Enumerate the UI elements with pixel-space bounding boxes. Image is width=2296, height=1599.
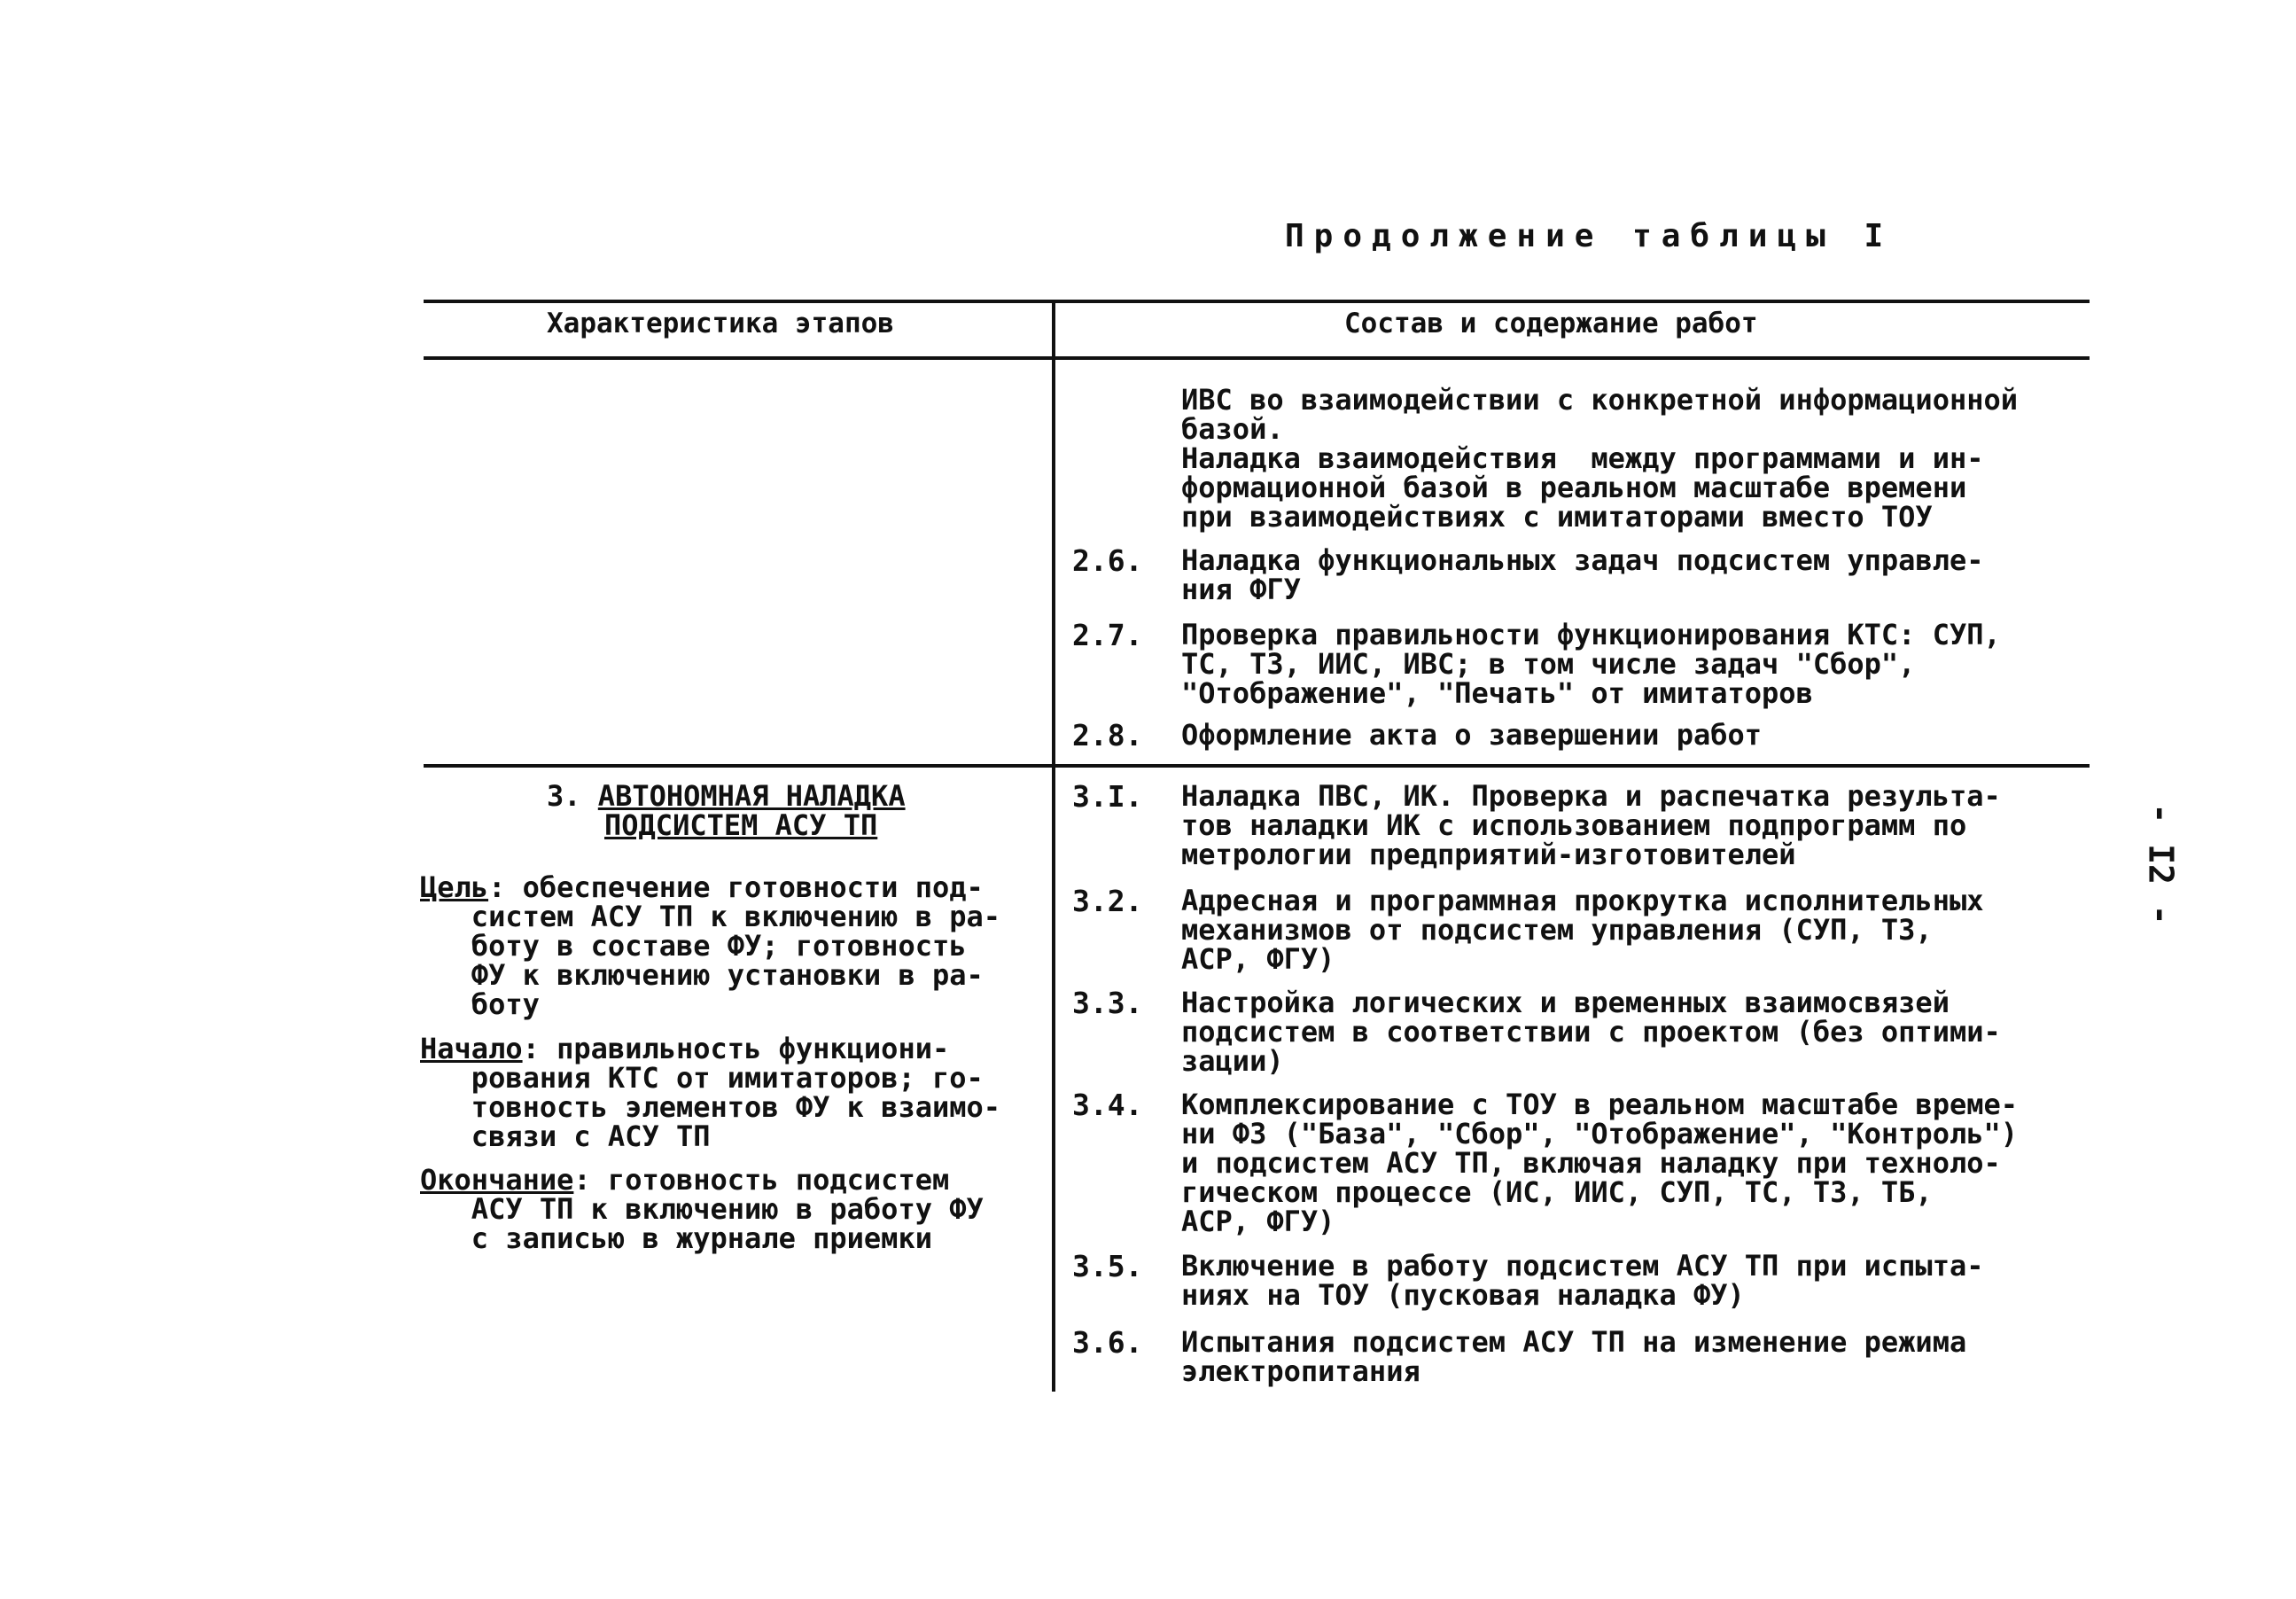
item-number-2-6: 2.6. (1072, 543, 1143, 578)
header-contents: Состав и содержание работ (1344, 308, 1758, 339)
section-3-title-line1: АВТОНОМНАЯ НАЛАДКА (597, 779, 906, 813)
continued-text: ИВС во взаимодействии с конкретной информационной базой. Наладка взаимодействия между программами и ин- формационной базой в реальном масштабе времени при взаимодействиях с имитаторами вместо ТОУ (1181, 383, 2019, 534)
item-text-2-7: Проверка правильности функционирования КТС: СУП, ТС, ТЗ, ИИС, ИВС; в том числе задач "Сбор", "Отображение", "Печать" от имитаторов (1181, 618, 2001, 710)
section-3-title-row1 (547, 779, 906, 813)
section-divider-rule (424, 764, 2090, 768)
item-text-2-6: Наладка функциональных задач подсистем управле- ния ФГУ (1181, 543, 1984, 606)
goal-text: : обеспечение готовности под- систем АСУ ТП к включению в ра- боту в составе ФУ; готовность ФУ к включению установки в ра- боту (471, 870, 1001, 1021)
column-divider (1052, 300, 1055, 1392)
end-label: Окончание (420, 1163, 574, 1197)
item-number-2-8: 2.8. (1072, 718, 1143, 753)
item-text-3-2: Адресная и программная прокрутка исполнительных механизмов от подсистем управления (СУП, ТЗ, АСР, ФГУ) (1181, 884, 1984, 976)
item-number-3-5: 3.5. (1072, 1249, 1143, 1283)
section-3-number: 3. (547, 779, 581, 813)
item-text-2-8: Оформление акта о завершении работ (1181, 718, 1763, 752)
end-text: : готовность подсистем АСУ ТП к включению в работу ФУ с записью в журнале приемки (471, 1163, 984, 1255)
header-characteristics: Характеристика этапов (547, 308, 894, 339)
header-bottom-rule (424, 356, 2090, 360)
section-3-end (420, 1163, 984, 1255)
item-number-3-2: 3.2. (1072, 884, 1143, 918)
start-text: : правильность функциони- рования КТС от имитаторов; го- товность элементов ФУ к взаимо- связи с АСУ ТП (471, 1032, 1001, 1153)
start-label: Начало (420, 1032, 523, 1065)
item-number-3-6: 3.6. (1072, 1325, 1143, 1360)
item-number-3-3: 3.3. (1072, 986, 1143, 1020)
item-text-3-3: Настройка логических и временных взаимосвязей подсистем в соответствии с проектом (без оптими- зации) (1181, 986, 2001, 1078)
section-3-title-line2: ПОДСИСТЕМ АСУ ТП (604, 808, 878, 842)
item-number-3-4: 3.4. (1072, 1088, 1143, 1122)
section-3-goal (420, 870, 1001, 1021)
table-caption: Продолжение таблицы I (1285, 218, 1894, 254)
item-text-3-4: Комплексирование с ТОУ в реальном масштабе време- ни ФЗ ("База", "Сбор", "Отображение", "Контроль") и подсистем АСУ ТП, включая наладку при техноло- гическом процессе (ИС, ИИС, СУП, ТС, ТЗ, ТБ, АСР, ФГУ) (1181, 1088, 2019, 1238)
item-text-3-6: Испытания подсистем АСУ ТП на изменение режима электропитания (1181, 1325, 1967, 1388)
section-3-start (420, 1034, 1000, 1151)
goal-label: Цель (420, 870, 489, 904)
item-text-3-5: Включение в работу подсистем АСУ ТП при испыта- ниях на ТОУ (пусковая наладка ФУ) (1181, 1249, 1984, 1312)
page-number: - I2 - (2141, 803, 2181, 925)
item-number-2-7: 2.7. (1072, 618, 1143, 652)
item-number-3-1: 3.I. (1072, 779, 1143, 814)
item-text-3-1: Наладка ПВС, ИК. Проверка и распечатка результа- тов наладки ИК с использованием подпрограмм по метрологии предприятий-изготовителей (1181, 779, 2001, 871)
table-top-rule (424, 300, 2090, 303)
